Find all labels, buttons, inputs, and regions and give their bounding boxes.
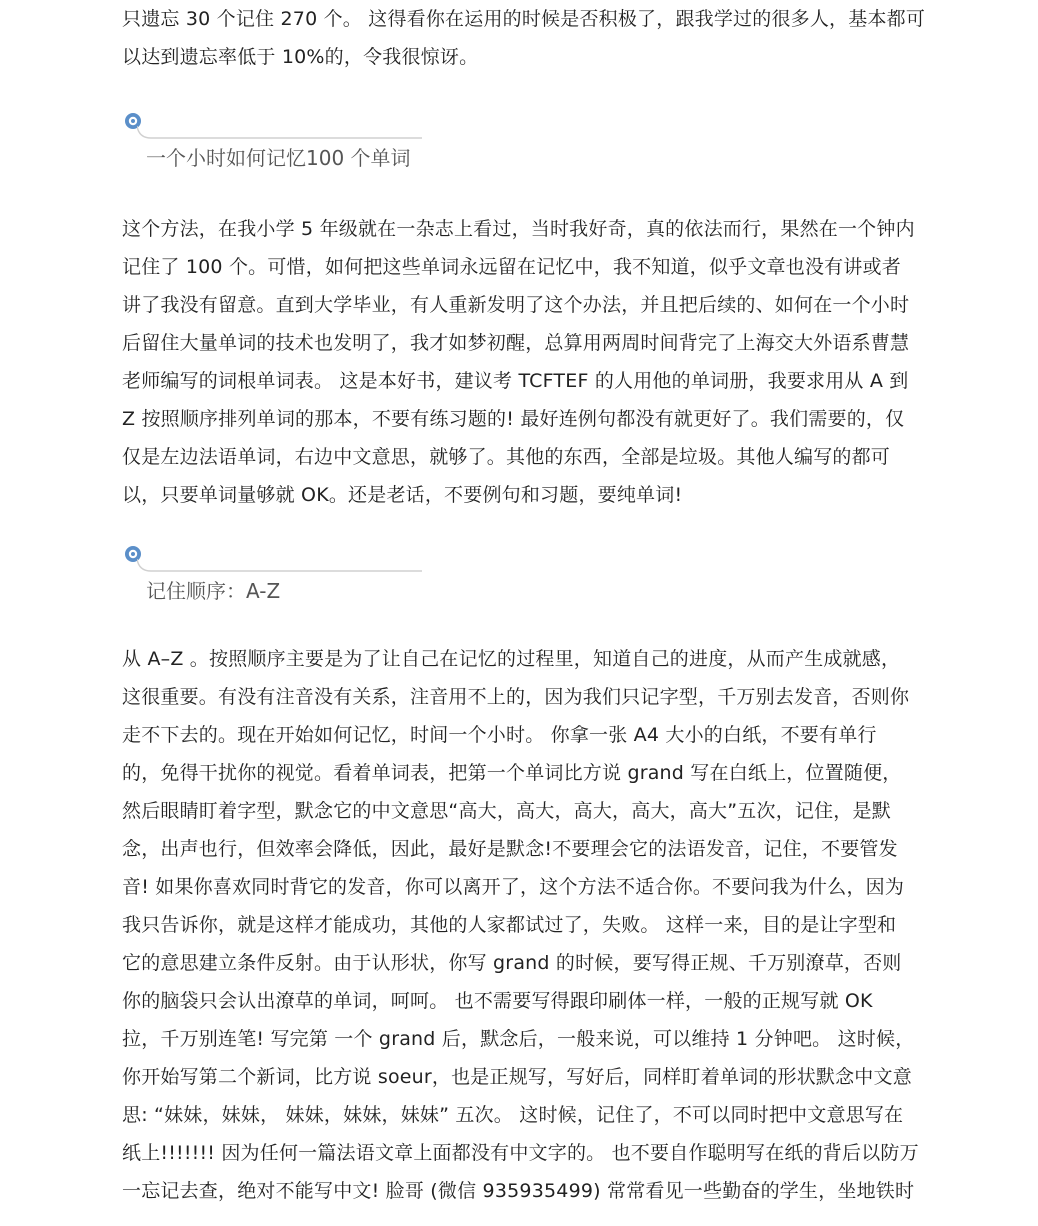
text-line: 念，出声也行，但效率会降低，因此，最好是默念!不要理会它的法语发音，记住，不要管发 [122, 838, 898, 860]
paragraph-intro [122, 0, 925, 76]
text-line: 纸上!!!!!!! 因为任何一篇法语文章上面都没有中文字的。 也不要自作聪明写在纸的背后以防万 [122, 1142, 919, 1164]
text-line: 仅是左边法语单词，右边中文意思，就够了。其他的东西，全部是垃圾。其他人编写的都可 [122, 446, 891, 468]
text-line: 走不下去的。现在开始如何记忆，时间一个小时。 你拿一张 A4 大小的白纸，不要有单行 [122, 724, 877, 746]
text-line: 后留住大量单词的技术也发明了，我才如梦初醒，总算用两周时间背完了上海交大外语系曹慧 [122, 332, 910, 354]
text-line: 的，免得干扰你的视觉。看着单词表，把第一个单词比方说 grand 写在白纸上，位置随便， [122, 762, 902, 784]
text-line: 讲了我没有留意。直到大学毕业，有人重新发明了这个办法，并且把后续的、如何在一个小时 [122, 294, 910, 316]
text-line: 音! 如果你喜欢同时背它的发音，你可以离开了，这个方法不适合你。不要问我为什么，因为 [122, 876, 905, 898]
section-title: 记住顺序：A-Z [146, 579, 281, 603]
heading-underline [137, 559, 422, 573]
text-line: 这很重要。有没有注音没有关系，注音用不上的，因为我们只记字型，千万别去发音，否则你 [122, 686, 910, 708]
text-line: 只遗忘 30 个记住 270 个。 这得看你在运用的时候是否积极了，跟我学过的很多人，基本都可 [122, 8, 926, 30]
text-line: 思: “妹妹，妹妹， 妹妹，妹妹，妹妹” 五次。 这时候，记住了，不可以同时把中文意思写在 [122, 1104, 904, 1126]
text-line: 它的意思建立条件反射。由于认形状，你写 grand 的时候，要写得正规、千万别潦草，否则 [122, 952, 902, 974]
text-line: 你开始写第二个新词，比方说 soeur，也是正规写，写好后，同样盯着单词的形状默念中文意 [122, 1066, 912, 1088]
paragraph-section-two [122, 640, 919, 1210]
text-line: 然后眼睛盯着字型，默念它的中文意思“高大，高大，高大，高大，高大”五次，记住，是默 [122, 800, 891, 822]
heading-underline [137, 126, 422, 140]
text-line: 拉，千万别连笔! 写完第 一个 grand 后，默念后，一般来说，可以维持 1 分钟吧。 这时候， [122, 1028, 915, 1050]
section-heading-one-hour [124, 112, 424, 172]
text-line: Z 按照顺序排列单词的那本，不要有练习题的! 最好连例句都没有就更好了。我们需要的，仅 [122, 408, 905, 430]
text-line: 老师编写的词根单词表。 这是本好书，建议考 TCFTEF 的人用他的单词册，我要求用从 A 到 [122, 370, 909, 392]
text-line: 一忘记去查，绝对不能写中文! 脸哥 (微信 935935499) 常常看见一些勤奋的学生，坐地铁时 [122, 1180, 915, 1202]
section-title: 一个小时如何记忆100 个单词 [146, 146, 411, 170]
section-heading-order [124, 545, 424, 605]
text-line: 从 A–Z 。按照顺序主要是为了让自己在记忆的过程里，知道自己的进度，从而产生成就感， [122, 648, 901, 670]
text-line: 以，只要单词量够就 OK。还是老话，不要例句和习题，要纯单词! [122, 484, 683, 506]
text-line: 我只告诉你，就是这样才能成功，其他的人家都试过了，失败。 这样一来，目的是让字型和 [122, 914, 897, 936]
text-line: 这个方法，在我小学 5 年级就在一杂志上看过，当时我好奇，真的依法而行，果然在一个钟内 [122, 218, 915, 240]
text-line: 以达到遗忘率低于 10%的，令我很惊讶。 [122, 46, 479, 68]
paragraph-section-one [122, 210, 915, 514]
text-line: 记住了 100 个。可惜，如何把这些单词永远留在记忆中，我不知道，似乎文章也没有讲或者 [122, 256, 901, 278]
text-line: 你的脑袋只会认出潦草的单词，呵呵。 也不需要写得跟印刷体一样，一般的正规写就 OK [122, 990, 873, 1012]
